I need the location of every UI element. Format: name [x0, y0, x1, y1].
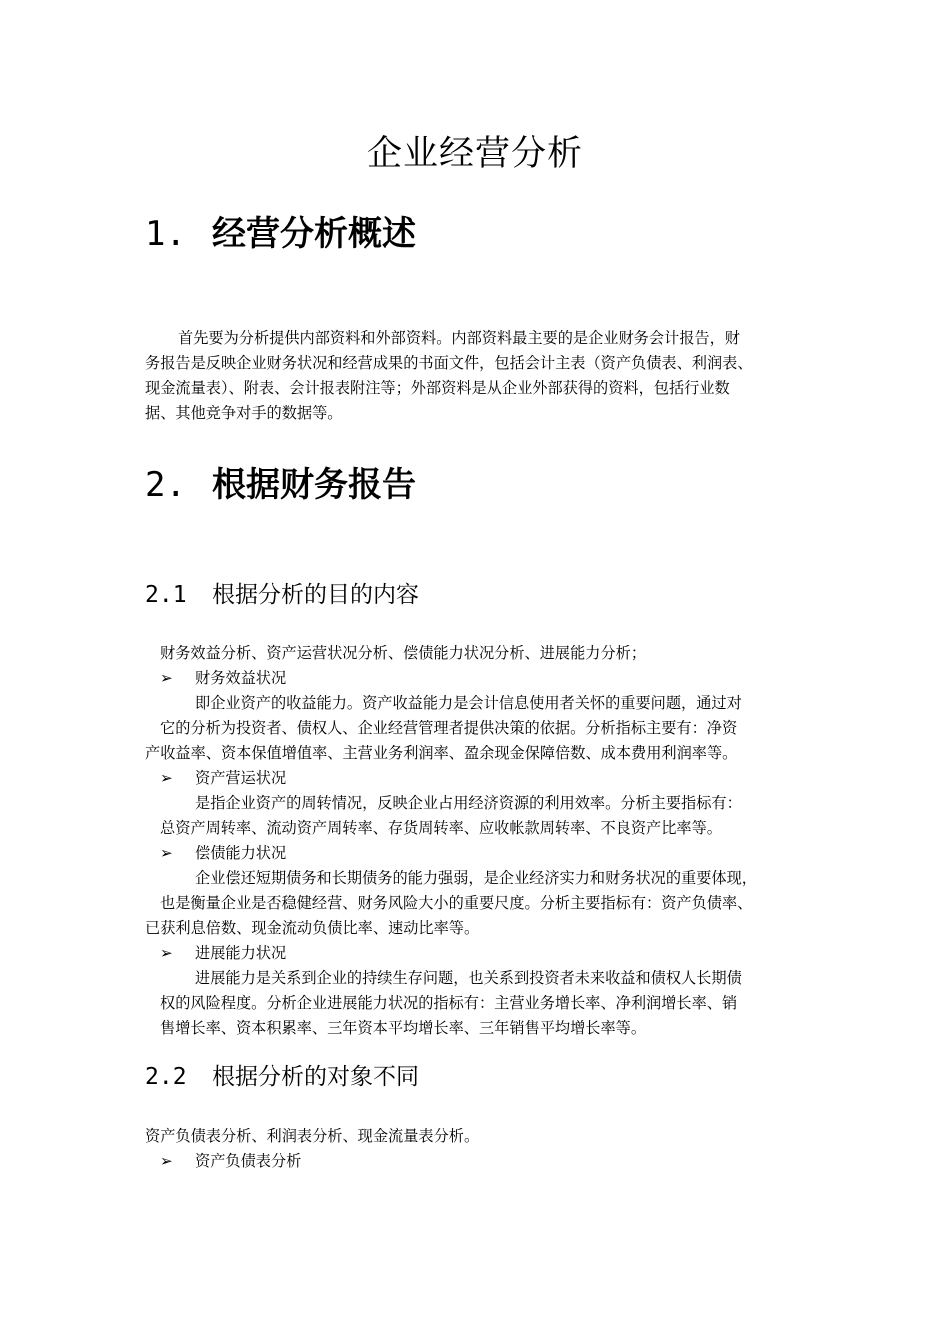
section-1-heading — [145, 206, 416, 255]
paragraph-line: 是指企业资产的周转情况，反映企业占用经济资源的利用效率。分析主要指标有： — [195, 794, 742, 812]
bullet-paragraph — [145, 691, 810, 766]
bullet-paragraph — [145, 866, 810, 941]
arrow-bullet-icon: ➢ — [160, 769, 173, 787]
arrow-bullet-icon: ➢ — [160, 1152, 173, 1170]
bullet-label: 资产负债表分析 — [195, 1152, 302, 1170]
section-1-paragraph — [145, 326, 810, 426]
subsection-2-1-intro — [160, 641, 825, 666]
arrow-bullet-icon: ➢ — [160, 844, 173, 862]
arrow-bullet-icon: ➢ — [160, 944, 173, 962]
section-heading-text: 经营分析概述 — [212, 214, 416, 254]
subsection-2-2-heading — [145, 1058, 419, 1091]
subsection-heading-text: 根据分析的目的内容 — [212, 582, 419, 608]
bullet-label: 偿债能力状况 — [195, 844, 287, 862]
bullet-paragraph — [145, 966, 810, 1041]
subsection-2-1-heading — [145, 576, 419, 609]
bullet-item — [160, 941, 286, 966]
bullet-item — [160, 1149, 301, 1174]
bullet-item — [160, 766, 286, 791]
subsection-number: 2.1 — [145, 582, 187, 608]
section-2-heading — [145, 457, 416, 506]
paragraph-line: 据、其他竞争对手的数据等。 — [145, 404, 343, 422]
section-number: 1. — [145, 214, 186, 254]
paragraph-line: 总资产周转率、流动资产周转率、存货周转率、应收帐款周转率、不良资产比率等。 — [160, 819, 722, 837]
section-heading-text: 根据财务报告 — [212, 465, 416, 505]
bullet-label: 进展能力状况 — [195, 944, 287, 962]
bullet-label: 资产营运状况 — [195, 769, 287, 787]
paragraph-line: 现金流量表）、附表、会计报表附注等；外部资料是从企业外部获得的资料，包括行业数 — [145, 379, 730, 397]
bullet-item — [160, 666, 286, 691]
paragraph-line: 已获利息倍数、现金流动负债比率、速动比率等。 — [145, 919, 480, 937]
paragraph-line: 权的风险程度。分析企业进展能力状况的指标有：主营业务增长率、净利润增长率、销 — [160, 994, 738, 1012]
intro-line: 财务效益分析、资产运营状况分析、偿债能力状况分析、进展能力分析； — [160, 644, 646, 662]
arrow-bullet-icon: ➢ — [160, 669, 173, 687]
subsection-heading-text: 根据分析的对象不同 — [212, 1064, 419, 1090]
bullet-label: 财务效益状况 — [195, 669, 287, 687]
bullet-item — [160, 841, 286, 866]
document-title: 企业经营分析 — [366, 134, 583, 174]
bullet-paragraph — [145, 791, 810, 841]
subsection-number: 2.2 — [145, 1064, 187, 1090]
intro-line: 资产负债表分析、利润表分析、现金流量表分析。 — [145, 1127, 480, 1145]
paragraph-line: 也是衡量企业是否稳健经营、财务风险大小的重要尺度。分析主要指标有：资产负债率、 — [160, 894, 753, 912]
paragraph-line: 产收益率、资本保值增值率、主营业务利润率、盈余现金保障倍数、成本费用利润率等。 — [145, 744, 738, 762]
paragraph-line: 进展能力是关系到企业的持续生存问题，也关系到投资者未来收益和债权人长期债 — [195, 969, 742, 987]
paragraph-line: 首先要为分析提供内部资料和外部资料。内部资料最主要的是企业财务会计报告，财 — [178, 329, 740, 347]
paragraph-line: 它的分析为投资者、债权人、企业经营管理者提供决策的依据。分析指标主要有：净资 — [160, 719, 738, 737]
section-number: 2. — [145, 465, 186, 505]
paragraph-line: 企业偿还短期债务和长期债务的能力强弱，是企业经济实力和财务状况的重要体现， — [195, 869, 757, 887]
paragraph-line: 售增长率、资本积累率、三年资本平均增长率、三年销售平均增长率等。 — [160, 1019, 646, 1037]
paragraph-line: 即企业资产的收益能力。资产收益能力是会计信息使用者关怀的重要问题，通过对 — [195, 694, 742, 712]
paragraph-line: 务报告是反映企业财务状况和经营成果的书面文件，包括会计主表（资产负债表、利润表、 — [145, 354, 753, 372]
subsection-2-2-intro — [145, 1124, 810, 1149]
